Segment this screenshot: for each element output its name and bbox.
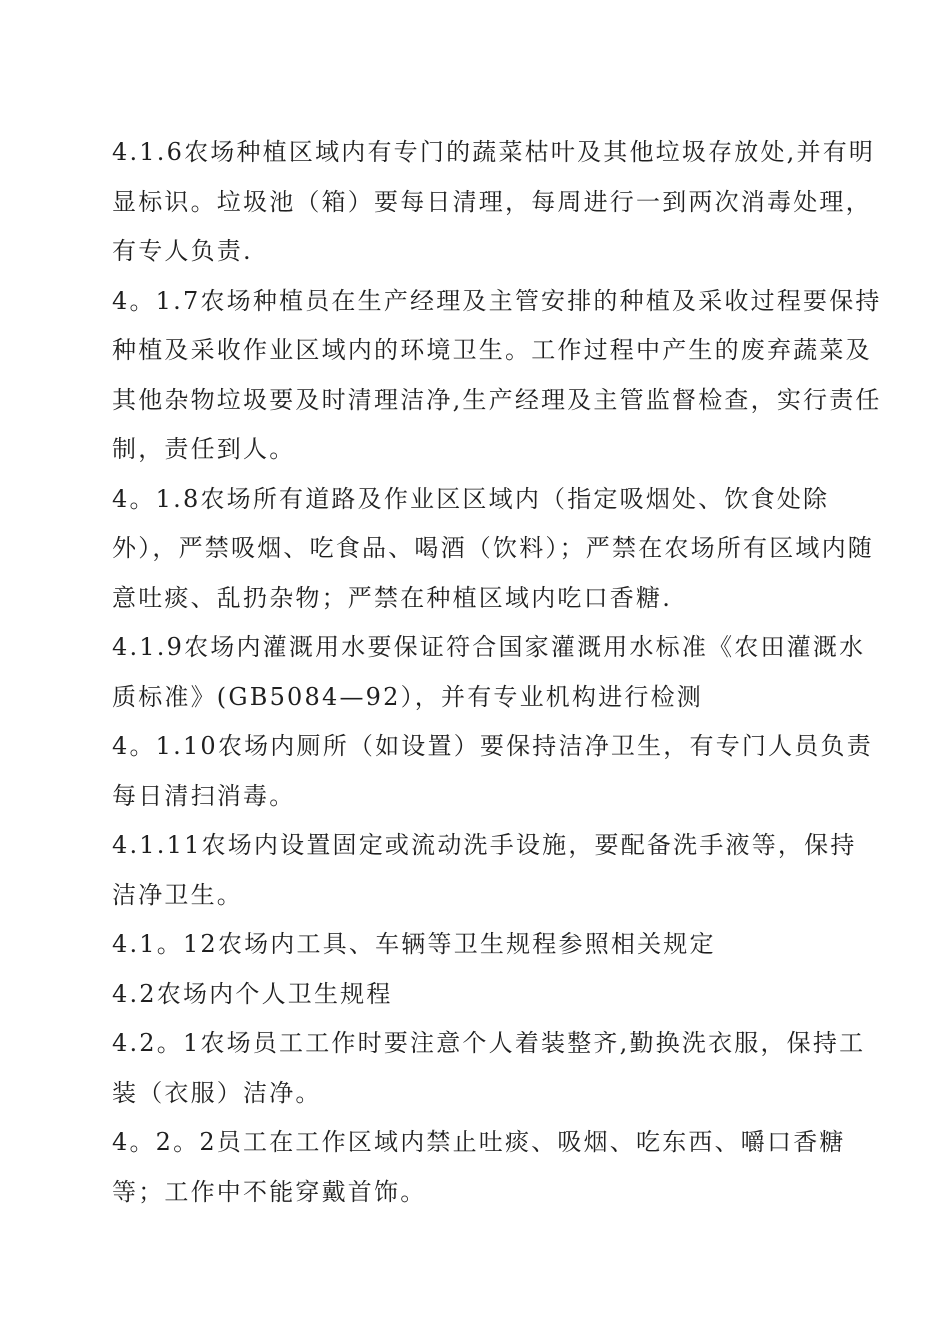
paragraph-4-2-1: 4.2。1农场员工工作时要注意个人着装整齐,勤换洗衣服，保持工装（衣服）洁净。 — [112, 1029, 866, 1107]
paragraph-4-1-11: 4.1.11农场内设置固定或流动洗手设施，要配备洗手液等，保持洁净卫生。 — [112, 831, 857, 909]
paragraph-4-2-2: 4。2。2员工在工作区域内禁止吐痰、吸烟、吃东西、嚼口香糖等；工作中不能穿戴首饰。 — [112, 1128, 846, 1206]
paragraph-4-1-12: 4.1。12农场内工具、车辆等卫生规程参照相关规定 — [112, 930, 716, 958]
paragraph-4-1-10: 4。1.10农场内厕所（如设置）要保持洁净卫生，有专门人员负责每日清扫消毒。 — [112, 732, 873, 810]
section-heading-4-2: 4.2农场内个人卫生规程 — [112, 979, 393, 1008]
paragraph-4-1-7: 4。1.7农场种植员在生产经理及主管安排的种植及采收过程要保持种植及采收作业区域内的环境卫生。工作过程中产生的废弃蔬菜及其他杂物垃圾要及时清理洁净,生产经理及主管监督检查，实行责任制，责任到人。 — [112, 286, 882, 463]
paragraph-4-1-6: 4.1.6农场种植区域内有专门的蔬菜枯叶及其他垃圾存放处,并有明显标识。垃圾池（箱）要每日清理，每周进行一到两次消毒处理，有专人负责. — [112, 138, 876, 265]
document-body — [112, 128, 882, 1217]
paragraph-4-1-9: 4.1.9农场内灌溉用水要保证符合国家灌溉用水标准《农田灌溉水质标准》(GB5084—92），并有专业机构进行检测 — [112, 633, 866, 711]
paragraph-4-1-8: 4。1.8农场所有道路及作业区区域内（指定吸烟处、饮食处除外），严禁吸烟、吃食品、喝酒（饮料）；严禁在农场所有区域内随意吐痰、乱扔杂物；严禁在种植区域内吃口香糖. — [112, 484, 874, 612]
